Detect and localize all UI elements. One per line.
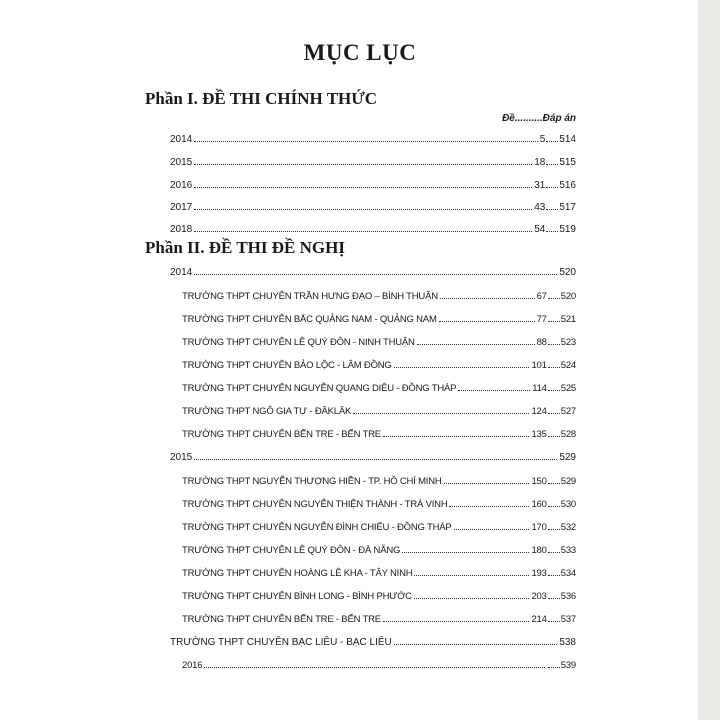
toc-row [182,380,576,394]
toc-row [182,403,576,417]
toc-row-label: 2016 [182,660,203,671]
toc-row-answer-page: 530 [560,499,576,510]
toc-row [170,131,576,145]
toc-row-label: TRƯỜNG THPT NGUYỄN THƯỢNG HIỀN - TP. HỒ CHÍ MINH [182,476,442,487]
toc-row-de-page: 54 [534,224,546,235]
toc-row [170,199,576,213]
toc-row-answer-page: 520 [559,267,576,278]
toc-row-answer-page: 536 [560,591,576,602]
toc-row-answer-page: 529 [559,452,576,463]
toc-row [182,588,576,602]
toc-row-label: 2015 [170,452,193,463]
toc-row [170,177,576,191]
toc-row-answer-page: 514 [559,134,576,145]
toc-row-de-page: 5 [539,134,546,145]
toc-row-de-page: 160 [531,499,547,510]
toc-row [182,496,576,510]
toc-row [182,565,576,579]
toc-row-label: TRƯỜNG THPT CHUYÊN BẾN TRE - BẾN TRE [182,429,381,440]
toc-row-de-page: 88 [536,337,547,348]
column-header [440,113,576,124]
column-header-sep: .......... [514,113,543,124]
toc-row-label: TRƯỜNG THPT CHUYÊN LÊ QUÝ ĐÔN - NINH THUẬN [182,337,415,348]
toc-row [182,611,576,625]
toc-row-answer-page: 519 [559,224,576,235]
toc-row-answer-page: 527 [560,406,576,417]
toc-row [182,519,576,533]
toc-row-answer-page: 525 [560,383,576,394]
toc-row-label: TRƯỜNG THPT CHUYÊN BẠC LIÊU - BẠC LIÊU [170,637,392,648]
toc-row-de-page: 203 [531,591,547,602]
toc-row-de-page: 114 [532,383,547,394]
toc-row-answer-page: 533 [560,545,576,556]
toc-row [170,221,576,235]
toc-row-de-page: 124 [531,406,547,417]
toc-row-de-page: 135 [531,429,547,440]
toc-row-de-page: 18 [534,157,546,168]
toc-row-answer-page: 524 [560,360,576,371]
toc-row-label: TRƯỜNG THPT CHUYÊN BẢO LỘC - LÂM ĐỒNG [182,360,392,371]
toc-row-label: 2018 [170,224,193,235]
toc-row-de-page: 67 [536,291,547,302]
toc-row-label: TRƯỜNG THPT CHUYÊN NGUYỄN ĐÌNH CHIỂU - ĐỒNG THÁP [182,522,452,533]
toc-row-de-page: 31 [534,180,546,191]
toc-row-de-page: 214 [531,614,547,625]
toc-row-answer-page: 537 [560,614,576,625]
toc-row-de-page: 180 [531,545,547,556]
toc-row [182,357,576,371]
toc-row-answer-page: 539 [560,660,576,671]
toc-row-answer-page: 517 [559,202,576,213]
toc-row [182,334,576,348]
book-spine-shadow [698,0,720,720]
toc-row [182,426,576,440]
toc-row-answer-page: 534 [560,568,576,579]
toc-row-answer-page: 529 [560,476,576,487]
toc-row-answer-page: 538 [559,637,576,648]
toc-row-label: TRƯỜNG THPT CHUYÊN BÌNH LONG - BÌNH PHƯỚC [182,591,412,602]
toc-row-de-page: 150 [531,476,547,487]
toc-row [182,473,576,487]
toc-row-label: 2016 [170,180,193,191]
toc-row-label: TRƯỜNG THPT CHUYÊN TRẦN HƯNG ĐẠO – BÌNH THUẬN [182,291,438,302]
toc-year-row [170,264,576,278]
toc-row-de-page: 77 [536,314,547,325]
toc-row-label: 2015 [170,157,193,168]
toc-row-label: TRƯỜNG THPT CHUYÊN NGUYỄN QUANG DIÊU - ĐỒNG THÁP [182,383,457,394]
toc-row-answer-page: 515 [559,157,576,168]
page-title: MỤC LỤC [303,40,417,65]
toc-row-label: 2014 [170,267,193,278]
toc-row-de-page: 193 [531,568,547,579]
toc-row-answer-page: 521 [560,314,576,325]
toc-row-label: TRƯỜNG THPT CHUYÊN BẾN TRE - BẾN TRE [182,614,381,625]
toc-row-answer-page: 516 [559,180,576,191]
toc-row [182,657,576,671]
toc-row-label: TRƯỜNG THPT CHUYÊN LÊ QUÝ ĐÔN - ĐÀ NẴNG [182,545,401,556]
toc-row-label: TRƯỜNG THPT NGÔ GIA TỰ - ĐĂKLĂK [182,406,352,417]
column-header-de: Đề [502,113,515,124]
toc-row-de-page: 43 [534,202,546,213]
toc-row-label: 2014 [170,134,193,145]
column-header-dapan: Đáp án [542,113,576,124]
toc-row-label: TRƯỜNG THPT CHUYÊN BẮC QUẢNG NAM - QUẢNG NAM [182,314,437,325]
toc-row [182,542,576,556]
toc-row [182,311,576,325]
toc-row-answer-page: 520 [560,291,576,302]
toc-row-answer-page: 528 [560,429,576,440]
toc-row-de-page: 170 [531,522,547,533]
toc-row-answer-page: 532 [560,522,576,533]
toc-row-label: 2017 [170,202,193,213]
part2-heading: Phần II. ĐỀ THI ĐỀ NGHỊ [145,238,345,257]
toc-row-label: TRƯỜNG THPT CHUYÊN HOÀNG LÊ KHA - TÂY NINH [182,568,413,579]
part1-heading: Phần I. ĐỀ THI CHÍNH THỨC [145,89,378,108]
toc-row-answer-page: 523 [560,337,576,348]
toc-row-label: TRƯỜNG THPT CHUYÊN NGUYỄN THIỆN THÀNH - TRÀ VINH [182,499,448,510]
toc-row [170,154,576,168]
toc-row-de-page: 101 [531,360,547,371]
toc-row [182,288,576,302]
toc-year-row [170,449,576,463]
toc-year-row [170,634,576,648]
